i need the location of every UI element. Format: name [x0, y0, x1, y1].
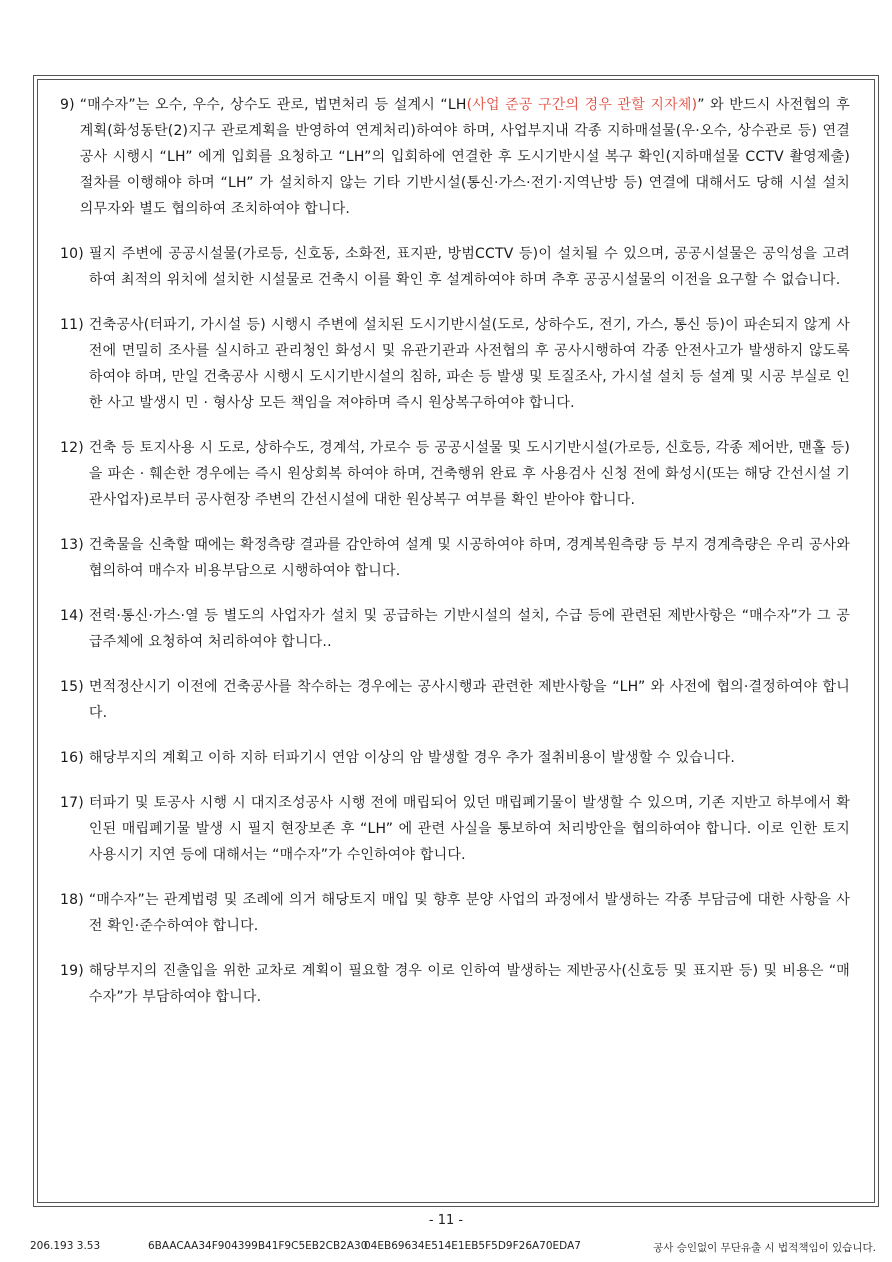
clause-text: “매수자”는 관계법령 및 조례에 의거 해당토지 매입 및 향후 분양 사업의 과정에서 발생하는 각종 부담금에 대한 사항을 사전 확인·준수하여야 합니다. [88, 892, 850, 934]
clause-number: 15) [60, 679, 84, 695]
clause-text-part: ” 와 반드시 사전협의 후 계획(화성동탄(2)지구 관로계획을 반영하여 연계처리)하여야 하며, 사업부지내 각종 지하매설물(우·오수, 상수관로 등) 연결공사 시행시 “LH” 에게 입회를 요청하고 “LH”의 입회하에 연결한 후 도시기반시설 복구 확인(지하매설물 CCTV 촬영제출) 절차를 이행해야 하며 “LH” 가 설치하지 않는 기타 기반시설(통신·가스·전기·지역난방 등) 연결에 대해서도 당해 시설 설치 의무자와 별도 협의하여 조치하여야 합니다. [79, 97, 850, 217]
clause-text: 해당부지의 진출입을 위한 교차로 계획이 필요할 경우 이로 인하여 발생하는 제반공사(신호등 및 표지판 등) 및 비용은 “매수자”가 부담하여야 합니다. [88, 963, 850, 1005]
clause-17 [60, 790, 850, 868]
footer-notice: 공사 승인없이 무단유출 시 법적책임이 있습니다. [653, 1242, 876, 1254]
clause-9 [60, 92, 850, 222]
clause-text: 건축공사(터파기, 가시설 등) 시행시 주변에 설치된 도시기반시설(도로, 상하수도, 전기, 가스, 통신 등)이 파손되지 않게 사전에 면밀히 조사를 실시하고 관리청인 화성시 및 유관기관과 사전협의 후 공사시행하여 각종 안전사고가 발생하지 않도록 하여야 하며, 만일 건축공사 시행시 도시기반시설의 침하, 파손 등 발생 및 토질조사, 가시설 설치 등 설계 및 시공 부실로 인한 사고 발생시 민 · 형사상 모든 책임을 져야하며 즉시 원상복구하여야 합니다. [88, 317, 850, 411]
clause-12 [60, 435, 850, 513]
clause-15 [60, 674, 850, 726]
clause-14 [60, 603, 850, 655]
clause-number: 18) [60, 892, 84, 908]
clause-18 [60, 887, 850, 939]
clause-text: 면적정산시기 이전에 건축공사를 착수하는 경우에는 공사시행과 관련한 제반사항을 “LH” 와 사전에 협의·결정하여야 합니다. [88, 679, 850, 721]
footer-code-2: 04EB69634E514E1EB5F5D9F26A70EDA7 [364, 1240, 581, 1252]
footer-code-1: 6BAACAA34F904399B41F9C5EB2CB2A30 [148, 1240, 368, 1252]
footer-ip: 206.193 3.53 [30, 1240, 101, 1252]
clause-text: 건축물을 신축할 때에는 확정측량 결과를 감안하여 설계 및 시공하여야 하며, 경계복원측량 등 부지 경계측량은 우리 공사와 협의하여 매수자 비용부담으로 시행하여야 합니다. [88, 537, 850, 579]
clause-number: 14) [60, 608, 84, 624]
clause-text: 건축 등 토지사용 시 도로, 상하수도, 경계석, 가로수 등 공공시설물 및 도시기반시설(가로등, 신호등, 각종 제어반, 맨홀 등)을 파손 · 훼손한 경우에는 즉시 원상회복 하여야 하며, 건축행위 완료 후 사용검사 신청 전에 화성시(또는 해당 간선시설 기관사업자)로부터 공사현장 주변의 간선시설에 대한 원상복구 여부를 확인 받아야 합니다. [88, 440, 850, 508]
clause-number: 10) [60, 246, 84, 262]
clause-10 [60, 241, 850, 293]
page-number: - 11 - [428, 1213, 464, 1228]
clause-number: 19) [60, 963, 84, 979]
footer [0, 1240, 892, 1256]
clause-number: 16) [60, 750, 84, 766]
clause-text [80, 92, 850, 222]
clause-number: 17) [60, 795, 84, 811]
clause-number: 13) [60, 537, 84, 553]
clause-number: 9) [60, 97, 75, 113]
clause-11 [60, 312, 850, 416]
clause-text-part: “매수자”는 오수, 우수, 상수도 관로, 법면처리 등 설계시 “LH [79, 97, 467, 113]
clause-text: 터파기 및 토공사 시행 시 대지조성공사 시행 전에 매립되어 있던 매립폐기물이 발생할 수 있으며, 기존 지반고 하부에서 확인된 매립폐기물 발생 시 필지 현장보존 후 “LH” 에 관련 사실을 통보하여 처리방안을 협의하여야 합니다. 이로 인한 토지사용시기 지연 등에 대해서는 “매수자”가 수인하여야 합니다. [88, 795, 850, 863]
clause-text: 전력·통신·가스·열 등 별도의 사업자가 설치 및 공급하는 기반시설의 설치, 수급 등에 관련된 제반사항은 “매수자”가 그 공급주체에 요청하여 처리하여야 합니다.. [88, 608, 850, 650]
clause-16 [60, 745, 850, 771]
highlighted-note: (사업 준공 구간의 경우 관할 지자체) [466, 97, 698, 113]
clause-text: 필지 주변에 공공시설물(가로등, 신호동, 소화전, 표지판, 방범CCTV 등)이 설치될 수 있으며, 공공시설물은 공익성을 고려하여 최적의 위치에 설치한 시설물로 건축시 이를 확인 후 설계하여야 하며 추후 공공시설물의 이전을 요구할 수 없습니다. [88, 246, 850, 288]
clause-19 [60, 958, 850, 1010]
clause-number: 11) [60, 317, 84, 333]
clause-number: 12) [60, 440, 84, 456]
clause-13 [60, 532, 850, 584]
document-body [60, 92, 850, 1029]
clause-text: 해당부지의 계획고 이하 지하 터파기시 연암 이상의 암 발생할 경우 추가 절취비용이 발생할 수 있습니다. [88, 750, 736, 766]
